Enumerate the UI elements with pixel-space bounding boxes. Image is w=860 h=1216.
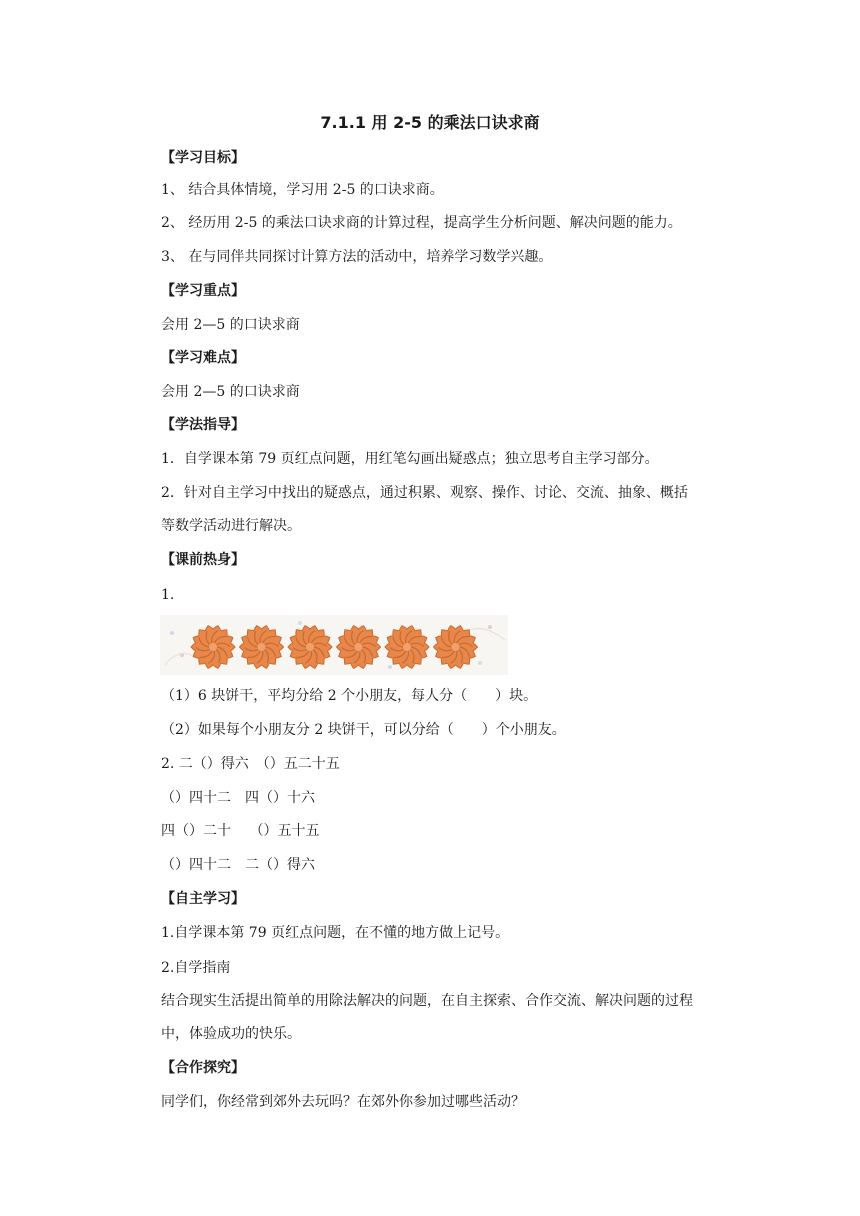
cooperation-item: 同学们，你经常到郊外去玩吗？在郊外你参加过哪些活动？: [161, 1094, 525, 1110]
cookie-icon: [240, 626, 284, 669]
self-study-item-cont: 中，体验成功的快乐。: [161, 1026, 301, 1042]
cookie-icon: [288, 626, 332, 669]
warmup-question: （2）如果每个小朋友分 2 块饼干，可以分给（ ）个小朋友。: [161, 722, 566, 738]
section-head-self-study: 【自主学习】: [161, 891, 245, 907]
warmup-question: （1）6 块饼干，平均分给 2 个小朋友，每人分（ ）块。: [161, 688, 538, 704]
warmup-fill-line: 四（）二十 （）五十五: [161, 823, 320, 839]
section-head-method: 【学法指导】: [161, 417, 245, 433]
warmup-fill-line: 2. 二（）得六 （）五二十五: [161, 756, 340, 772]
self-study-item: 2.自学指南: [161, 960, 231, 976]
warmup-item-number: 1.: [161, 587, 175, 603]
cookie-icon: [337, 626, 381, 669]
warmup-fill-line: （）四十二 四（）十六: [161, 790, 315, 806]
self-study-item: 1.自学课本第 79 页红点问题，在不懂的地方做上记号。: [161, 925, 510, 941]
difficulty-point: 会用 2—5 的口诀求商: [161, 384, 300, 400]
cookie-icon: [191, 626, 235, 669]
cookie-group: [160, 615, 508, 675]
cookie-icon: [385, 626, 429, 669]
section-head-warmup: 【课前热身】: [161, 552, 245, 568]
self-study-item: 结合现实生活提出简单的用除法解决的问题，在自主探索、合作交流、解决问题的过程: [161, 993, 693, 1009]
section-head-difficulty: 【学习难点】: [161, 350, 245, 366]
goal-item: 1、 结合具体情境，学习用 2-5 的口诀求商。: [161, 182, 444, 198]
section-head-key: 【学习重点】: [161, 283, 245, 299]
method-item: 1．自学课本第 79 页红点问题，用红笔勾画出疑惑点；独立思考自主学习部分。: [161, 451, 659, 467]
section-head-goals: 【学习目标】: [161, 150, 245, 166]
goal-item: 3、 在与同伴共同探讨计算方法的活动中，培养学习数学兴趣。: [161, 249, 553, 265]
key-point: 会用 2—5 的口诀求商: [161, 317, 300, 333]
cookie-image: [160, 615, 508, 675]
goal-item: 2、 经历用 2-5 的乘法口诀求商的计算过程，提高学生分析问题、解决问题的能力。: [161, 215, 682, 231]
cookie-icon: [434, 626, 478, 669]
section-head-cooperation: 【合作探究】: [161, 1060, 245, 1076]
warmup-fill-line: （）四十二 二（）得六: [161, 857, 315, 873]
method-item: 2．针对自主学习中找出的疑惑点，通过积累、观察、操作、讨论、交流、抽象、概括: [161, 485, 688, 501]
page-title: 7.1.1 用 2-5 的乘法口诀求商: [320, 113, 540, 132]
method-item-cont: 等数学活动进行解决。: [161, 518, 301, 534]
